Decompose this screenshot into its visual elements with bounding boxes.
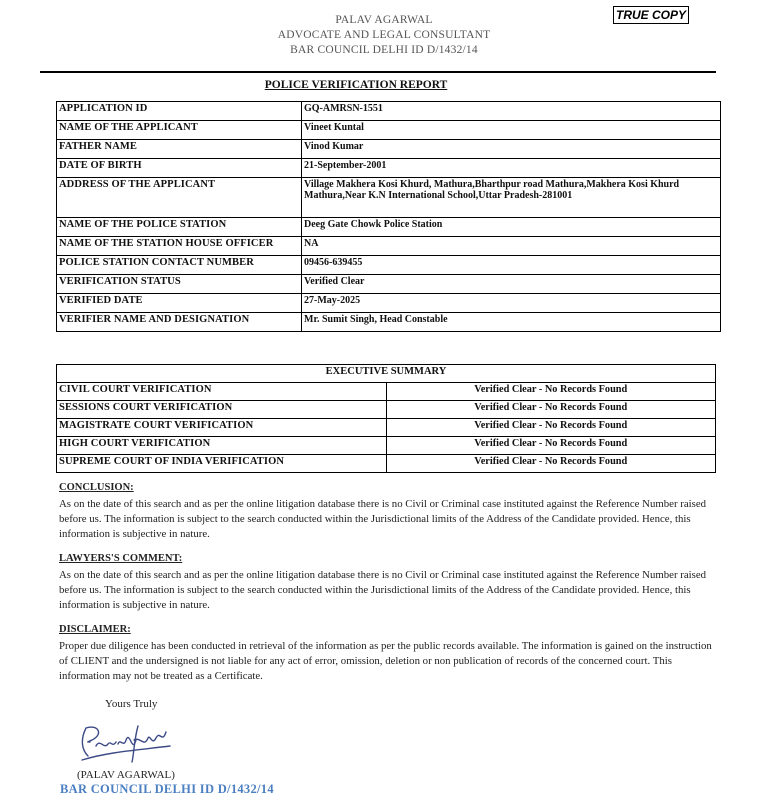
table-row <box>57 294 721 313</box>
row-value: Village Makhera Kosi Khurd, Mathura,Bharthpur road Mathura,Makhera Kosi Khurd Mathura,Near K.N International School,Uttar Pradesh-281001 <box>302 178 721 218</box>
advocate-name: PALAV AGARWAL <box>335 14 433 26</box>
table-row <box>57 237 721 256</box>
table-row <box>57 455 716 473</box>
row-value: Vineet Kuntal <box>302 121 721 140</box>
report-title: POLICE VERIFICATION REPORT <box>264 79 448 91</box>
table-row <box>57 419 716 437</box>
conclusion-section <box>59 480 719 542</box>
true-copy-stamp: TRUE COPY <box>613 6 689 24</box>
conclusion-text: As on the date of this search and as per the online litigation database there is no Civil or Criminal case instituted against the Reference Number raised before us. The information is subject to the search conducted within the Jurisdictional limits of the Address of the Candidate provided. Hence, this information is subjective in nature. <box>59 498 707 540</box>
signatory-name: (PALAV AGARWAL) <box>77 769 175 781</box>
closing-salutation: Yours Truly <box>105 698 158 710</box>
row-value: 27-May-2025 <box>302 294 721 313</box>
signatory-bar-council-id: BAR COUNCIL DELHI ID D/1432/14 <box>60 782 274 796</box>
advocate-designation: ADVOCATE AND LEGAL CONSULTANT <box>277 29 491 41</box>
table-row <box>57 383 716 401</box>
row-label: VERIFIER NAME AND DESIGNATION <box>57 313 302 332</box>
row-label: VERIFICATION STATUS <box>57 275 302 294</box>
table-row <box>57 256 721 275</box>
row-label: CIVIL COURT VERIFICATION <box>57 383 387 401</box>
row-value: 09456-639455 <box>302 256 721 275</box>
disclaimer-section <box>59 622 719 684</box>
row-value: Verified Clear - No Records Found <box>386 401 716 419</box>
lawyers-comment-heading: LAWYERS'S COMMENT: <box>59 553 183 564</box>
row-value: 21-September-2001 <box>302 159 721 178</box>
row-label: DATE OF BIRTH <box>57 159 302 178</box>
row-label: VERIFIED DATE <box>57 294 302 313</box>
conclusion-heading: CONCLUSION: <box>59 482 134 493</box>
row-label: ADDRESS OF THE APPLICANT <box>57 178 302 218</box>
row-label: APPLICATION ID <box>57 102 302 121</box>
row-label: SESSIONS COURT VERIFICATION <box>57 401 387 419</box>
row-value: Mr. Sumit Singh, Head Constable <box>302 313 721 332</box>
table-row <box>57 218 721 237</box>
row-value: GQ-AMRSN-1551 <box>302 102 721 121</box>
bar-council-id: BAR COUNCIL DELHI ID D/1432/14 <box>290 44 478 56</box>
lawyers-comment-text: As on the date of this search and as per the online litigation database there is no Civil or Criminal case instituted against the Reference Number raised before us. The information is subject to the search conducted within the Jurisdictional limits of the Address of the Candidate provided. Hence, this information is subjective in nature. <box>59 569 707 611</box>
row-label: HIGH COURT VERIFICATION <box>57 437 387 455</box>
table-row <box>57 102 721 121</box>
executive-summary-table <box>56 364 716 473</box>
row-value: Verified Clear - No Records Found <box>386 437 716 455</box>
header-divider <box>40 71 716 73</box>
table-row <box>57 159 721 178</box>
row-label: SUPREME COURT OF INDIA VERIFICATION <box>57 455 387 473</box>
table-row <box>57 178 721 218</box>
table-row <box>57 121 721 140</box>
row-label: MAGISTRATE COURT VERIFICATION <box>57 419 387 437</box>
table-row <box>57 140 721 159</box>
row-value: Verified Clear <box>302 275 721 294</box>
disclaimer-heading: DISCLAIMER: <box>59 624 131 635</box>
row-label: NAME OF THE POLICE STATION <box>57 218 302 237</box>
summary-heading: EXECUTIVE SUMMARY <box>57 365 716 383</box>
row-label: FATHER NAME <box>57 140 302 159</box>
row-value: Verified Clear - No Records Found <box>386 419 716 437</box>
row-value: Verified Clear - No Records Found <box>386 455 716 473</box>
table-row <box>57 275 721 294</box>
table-row <box>57 313 721 332</box>
row-value: Verified Clear - No Records Found <box>386 383 716 401</box>
signature-icon <box>78 720 178 766</box>
disclaimer-text: Proper due diligence has been conducted in retrieval of the information as per the public records available. The information is gained on the instruction of CLIENT and the undersigned is not liable for any act of error, omission, deletion or non publication of records of the concerned court. This information may not be treated as a Certificate. <box>59 640 712 682</box>
row-value: Vinod Kumar <box>302 140 721 159</box>
row-label: NAME OF THE STATION HOUSE OFFICER <box>57 237 302 256</box>
details-table <box>56 101 721 332</box>
lawyers-comment-section <box>59 551 719 613</box>
row-label: POLICE STATION CONTACT NUMBER <box>57 256 302 275</box>
row-label: NAME OF THE APPLICANT <box>57 121 302 140</box>
row-value: Deeg Gate Chowk Police Station <box>302 218 721 237</box>
table-row <box>57 437 716 455</box>
table-header-row <box>57 365 716 383</box>
row-value: NA <box>302 237 721 256</box>
table-row <box>57 401 716 419</box>
